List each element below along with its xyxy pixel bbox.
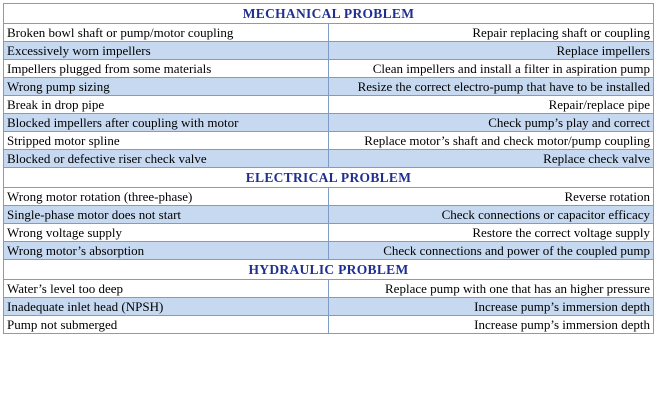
table-row: [4, 206, 654, 224]
table-row: [4, 114, 654, 132]
table-row: [4, 96, 654, 114]
problem-cell: Blocked or defective riser check valve: [4, 150, 329, 168]
problem-cell: Wrong motor’s absorption: [4, 242, 329, 260]
remedy-cell: Replace impellers: [329, 42, 654, 60]
remedy-cell: Repair replacing shaft or coupling: [329, 24, 654, 42]
problem-cell: Single-phase motor does not start: [4, 206, 329, 224]
table-row: [4, 150, 654, 168]
problem-cell: Blocked impellers after coupling with motor: [4, 114, 329, 132]
table-row: [4, 242, 654, 260]
problem-cell: Wrong voltage supply: [4, 224, 329, 242]
remedy-cell: Repair/replace pipe: [329, 96, 654, 114]
problem-cell: Inadequate inlet head (NPSH): [4, 298, 329, 316]
table-row: [4, 78, 654, 96]
problem-cell: Wrong pump sizing: [4, 78, 329, 96]
remedy-cell: Replace check valve: [329, 150, 654, 168]
problem-cell: Wrong motor rotation (three-phase): [4, 188, 329, 206]
section-header-electrical: [4, 168, 654, 188]
troubleshooting-table: [3, 3, 654, 334]
table-row: [4, 188, 654, 206]
table-row: [4, 60, 654, 78]
problem-cell: Water’s level too deep: [4, 280, 329, 298]
section-title: HYDRAULIC PROBLEM: [4, 260, 654, 280]
section-header-hydraulic: [4, 260, 654, 280]
remedy-cell: Increase pump’s immersion depth: [329, 298, 654, 316]
problem-cell: Pump not submerged: [4, 316, 329, 334]
table-row: [4, 280, 654, 298]
remedy-cell: Replace motor’s shaft and check motor/pump coupling: [329, 132, 654, 150]
problem-cell: Excessively worn impellers: [4, 42, 329, 60]
section-header-mechanical: [4, 4, 654, 24]
table-row: [4, 316, 654, 334]
table-row: [4, 298, 654, 316]
problem-cell: Broken bowl shaft or pump/motor coupling: [4, 24, 329, 42]
remedy-cell: Replace pump with one that has an higher pressure: [329, 280, 654, 298]
remedy-cell: Resize the correct electro-pump that have to be installed: [329, 78, 654, 96]
remedy-cell: Clean impellers and install a filter in aspiration pump: [329, 60, 654, 78]
table-row: [4, 42, 654, 60]
table-row: [4, 24, 654, 42]
remedy-cell: Check connections and power of the coupled pump: [329, 242, 654, 260]
section-title: ELECTRICAL PROBLEM: [4, 168, 654, 188]
problem-cell: Stripped motor spline: [4, 132, 329, 150]
remedy-cell: Check pump’s play and correct: [329, 114, 654, 132]
table-row: [4, 132, 654, 150]
problem-cell: Impellers plugged from some materials: [4, 60, 329, 78]
remedy-cell: Increase pump’s immersion depth: [329, 316, 654, 334]
problem-cell: Break in drop pipe: [4, 96, 329, 114]
remedy-cell: Check connections or capacitor efficacy: [329, 206, 654, 224]
remedy-cell: Reverse rotation: [329, 188, 654, 206]
section-title: MECHANICAL PROBLEM: [4, 4, 654, 24]
table-row: [4, 224, 654, 242]
remedy-cell: Restore the correct voltage supply: [329, 224, 654, 242]
